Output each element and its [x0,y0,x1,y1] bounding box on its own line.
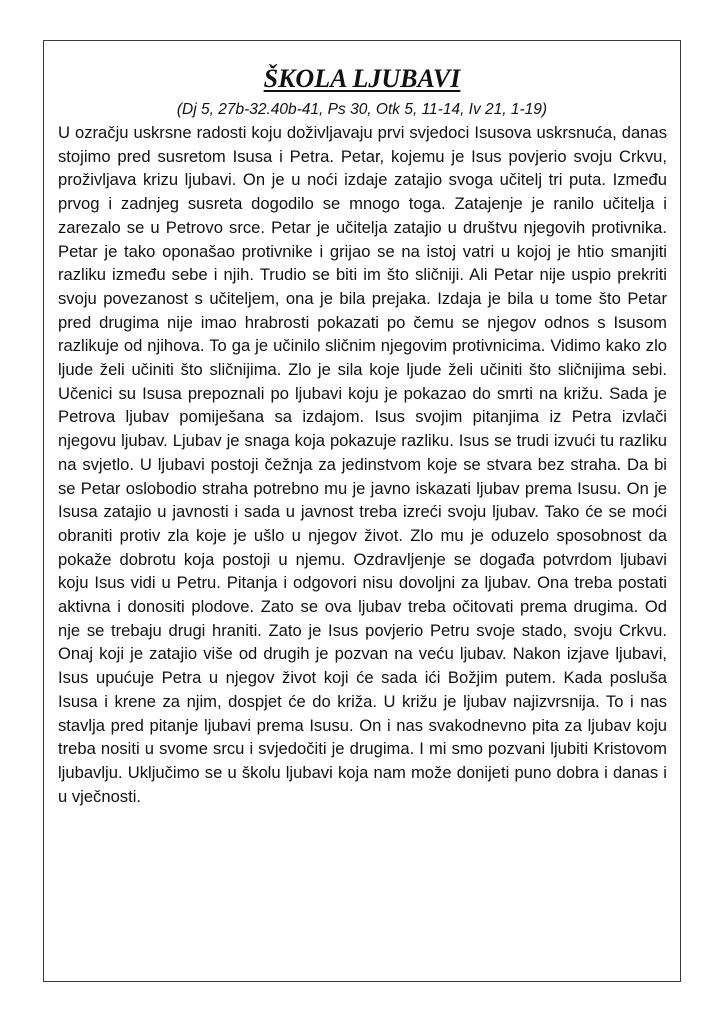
document-title: ŠKOLA LJUBAVI [263,64,461,93]
body-text: U ozračju uskrsne radosti koju doživljavaju prvi svjedoci Isusova uskrsnuća, danas stojimo pred susretom Isusa i Petra. Petar, kojemu je Isus povjerio svoju Crkvu, proživljava krizu ljubavi. On je u noći izdaje zatajio svoga učitelj tri puta. Između prvog i zadnjeg susreta dogodilo se mnogo toga. Zatajenje je ranilo učitelja i zarezalo se u Petrovo srce. Petar je učitelja zatajio u društvu njegovih protivnika. Petar je tako oponašao protivnike i grijao se na istoj vatri u kojoj je htio smanjiti razliku između sebe i njih. Trudio se biti im što sličniji. Ali Petar nije uspio prekriti svoju povezanost s učiteljem, ona je bila prejaka. Izdaja je bila u tome što Petar pred drugima nije imao hrabrosti pokazati po čemu se njegov odnos s Isusom razlikuje od njihova. To ga je učinilo sličnim njegovim protivnicima. Vidimo kako zlo ljude želi učiniti što sličnijima. Zlo je sila koje ljude želi učiniti što sličnijima sebi. Učenici su Isusa prepoznali po ljubavi koju je pokazao do smrti na križu. Sada je Petrova ljubav pomiješana sa izdajom. Isus svojim pitanjima iz Petra izvlači njegovu ljubav. Ljubav je snaga koja pokazuje razliku. Isus se trudi izvući tu razliku na svjetlo. U ljubavi postoji čežnja za jedinstvom koje se stvara bez straha. Da bi se Petar oslobodio straha potrebno mu je javno iskazati ljubav prema Isusu. On je Isusa zatajio u javnosti i sada u javnost treba izreći svoju ljubav. Tako će se moći obraniti protiv zla koje je ušlo u njegov život. Zlo mu je oduzelo sposobnost da pokaže dobrotu koja postoji u njemu. Ozdravljenje se događa potvrdom ljubavi koju Isus vidi u Petru. Pitanja i odgovori nisu dovoljni za ljubav. Ona treba postati aktivna i donositi plodove. Zato se ova ljubav treba očitovati prema drugima. Od nje se trebaju drugi hraniti. Zato je Isus povjerio Petru svoje stado, svoju Crkvu. Onaj koji je zatajio više od drugih je pozvan na veću ljubav. Nakon izjave ljubavi, Isus upućuje Petra u njegov život koji će sada ići Božjim putem. Kada posluša Isusa i krene za njim, dospjet će do križa. U križu je ljubav najizvrsnija. To i nas stavlja pred pitanje ljubavi prema Isusu. On i nas svakodnevno pita za ljubav koju treba nositi u svome srcu i svjedočiti je drugima. I mi smo pozvani ljubiti Kristovom ljubavlju. Uključimo se u školu ljubavi koja nam može donijeti puno dobra i danas i u vječnosti. [58,123,667,806]
scripture-references: (Dj 5, 27b-32.40b-41, Ps 30, Otk 5, 11-14, Iv 21, 1-19) [176,101,548,118]
